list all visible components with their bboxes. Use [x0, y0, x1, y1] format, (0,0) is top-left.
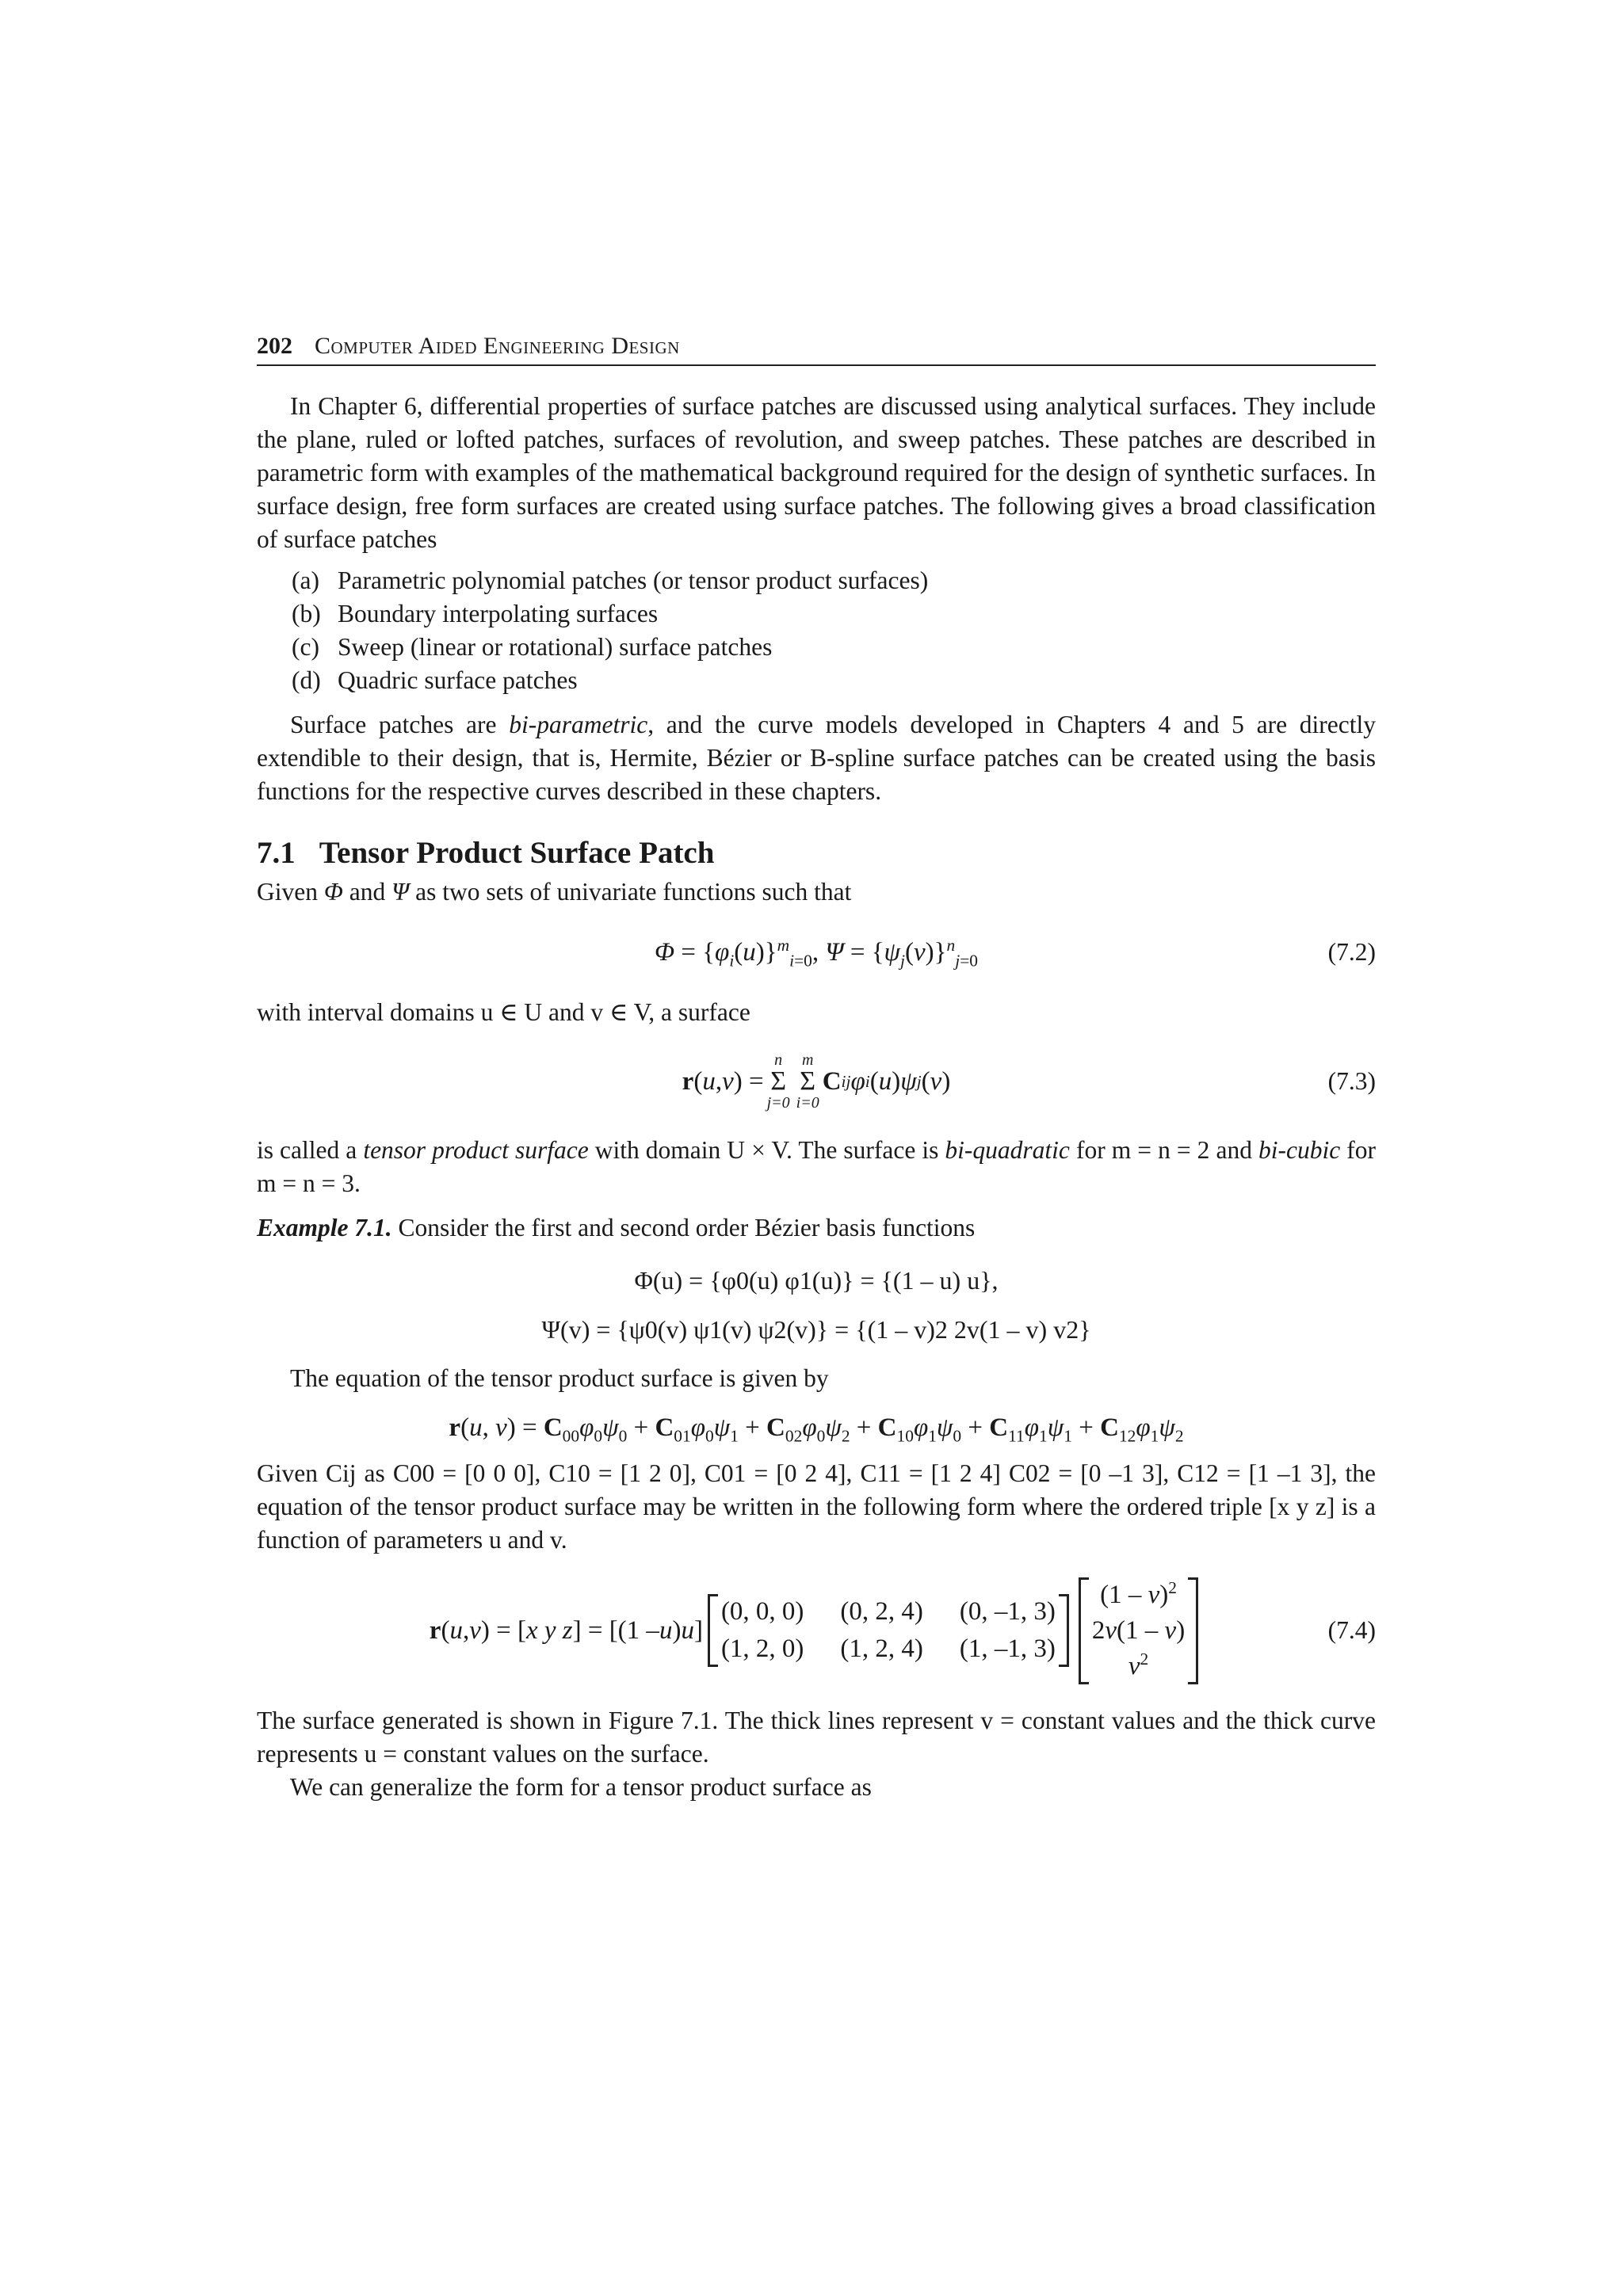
- running-header: [257, 333, 1376, 366]
- interval-line: with interval domains u ∈ U and v ∈ V, a surface: [257, 998, 750, 1026]
- equation-number: (7.4): [1327, 1616, 1376, 1644]
- tensor-definition-paragraph: is called a tensor product surface with domain U × V. The surface is bi-quadratic for m = n = 2 and bi-cubic for m = n = 3.: [257, 1136, 1376, 1197]
- control-points-paragraph: Given Cij as C00 = [0 0 0], C10 = [1 2 0], C01 = [0 2 4], C11 = [1 2 4] C02 = [0 –1 3], C12 = [1 –1 3], the equation of the tensor product surface may be written in the following form where the ordered triple [x y z] is a function of parameters u and v.: [257, 1459, 1376, 1554]
- equation-number: (7.2): [1327, 938, 1376, 966]
- equation-7-4: r ( u , v ) = [ x y z ] = [(1 – u ) u ] (0, 0, 0) (0, 2, 4) (0, –1, 3) (1, 2, 0) (1, 2, 4) (1, –1, 3) (1 – v)$^2$ 2v(1 – v) $v^2$ (7.4): [257, 1571, 1376, 1690]
- tensor-expansion-equation: r(u, $v) = C_{00}\varphi_0\psi_0 + C_{01}\varphi_0\psi_1 + C_{02}\varphi_0\psi_2 + C_{10}\varphi_1\psi_0 + C_{11}\varphi_1\psi_1 + C_{12}\varphi_1\psi_2$: [449, 1413, 1184, 1446]
- intro-paragraph: In Chapter 6, differential properties of surface patches are discussed using analytical surfaces. They include the plane, ruled or lofted patches, surfaces of revolution, and sweep patches. These patches are described in parametric form with examples of the mathematical background required for the design of synthetic surfaces. In surface design, free form surfaces are created using surface patches. The following gives a broad classification of surface patches: [257, 392, 1376, 553]
- example-equation-psi: Ψ(v) = {ψ0(v) ψ1(v) ψ2(v)} = {(1 – v)2 2v(1 – v) v2}: [541, 1315, 1091, 1344]
- matrix-cell: (0, 2, 4): [840, 1597, 923, 1626]
- equation-7-2: $\Phi = \{\varphi_i(u)\}^m_{i=0}$, $\Psi = \{\psi_j(v)\}^n_{j=0}$ (7.2): [654, 935, 1376, 971]
- basis-column-vector: (1 – v)$^2$ 2v(1 – v) $v^2$: [1079, 1577, 1198, 1684]
- biparametric-paragraph: Surface patches are bi-parametric, and the curve models developed in Chapters 4 and 5 are directly extendible to their design, that is, Hermite, Bézier or B-spline surface patches can be created using the basis functions for the respective curves described in these chapters.: [257, 711, 1376, 805]
- matrix-cell: (1, 2, 0): [720, 1634, 804, 1663]
- matrix-cell: (0, 0, 0): [720, 1597, 804, 1626]
- list-item: (d) Quadric surface patches: [292, 666, 578, 694]
- example-equation-phi: Φ(u) = {φ0(u) φ1(u)} = {(1 – u) u},: [634, 1266, 999, 1295]
- tensor-intro-line: The equation of the tensor product surface is given by: [290, 1364, 829, 1392]
- control-point-matrix: [708, 1594, 1069, 1667]
- generalize-line: We can generalize the form for a tensor product surface as: [290, 1773, 872, 1801]
- matrix-cell: (0, –1, 3): [959, 1597, 1056, 1626]
- page-number: 202: [257, 333, 292, 359]
- example-line: Example 7.1. Consider the first and second order Bézier basis functions: [257, 1214, 976, 1241]
- matrix-cell: (1, 2, 4): [840, 1634, 923, 1663]
- matrix-cell: (1, –1, 3): [959, 1634, 1056, 1663]
- page: [257, 333, 1376, 1804]
- figure-reference-paragraph: The surface generated is shown in Figure 7.1. The thick lines represent v = constant values and the thick curve represents u = constant values on the surface.: [257, 1707, 1376, 1768]
- list-item: (b) Boundary interpolating surfaces: [292, 600, 659, 627]
- list-item: (c) Sweep (linear or rotational) surface patches: [292, 633, 773, 661]
- section-heading: 7.1 Tensor Product Surface Patch: [257, 836, 715, 870]
- list-item: (a) Parametric polynomial patches (or tensor product surfaces): [292, 566, 929, 594]
- running-title: Computer Aided Engineering Design: [315, 333, 680, 359]
- equation-7-3: r ( u , v ) = n Σ j=0 m Σ i=0 C ij φ i ( u ) ψ j ( v ) (7.3): [682, 1051, 1376, 1112]
- given-line: Given Φ and Ψ as two sets of univariate functions such that: [257, 878, 852, 906]
- classification-list: [292, 564, 1376, 697]
- equation-number: (7.3): [1327, 1067, 1376, 1095]
